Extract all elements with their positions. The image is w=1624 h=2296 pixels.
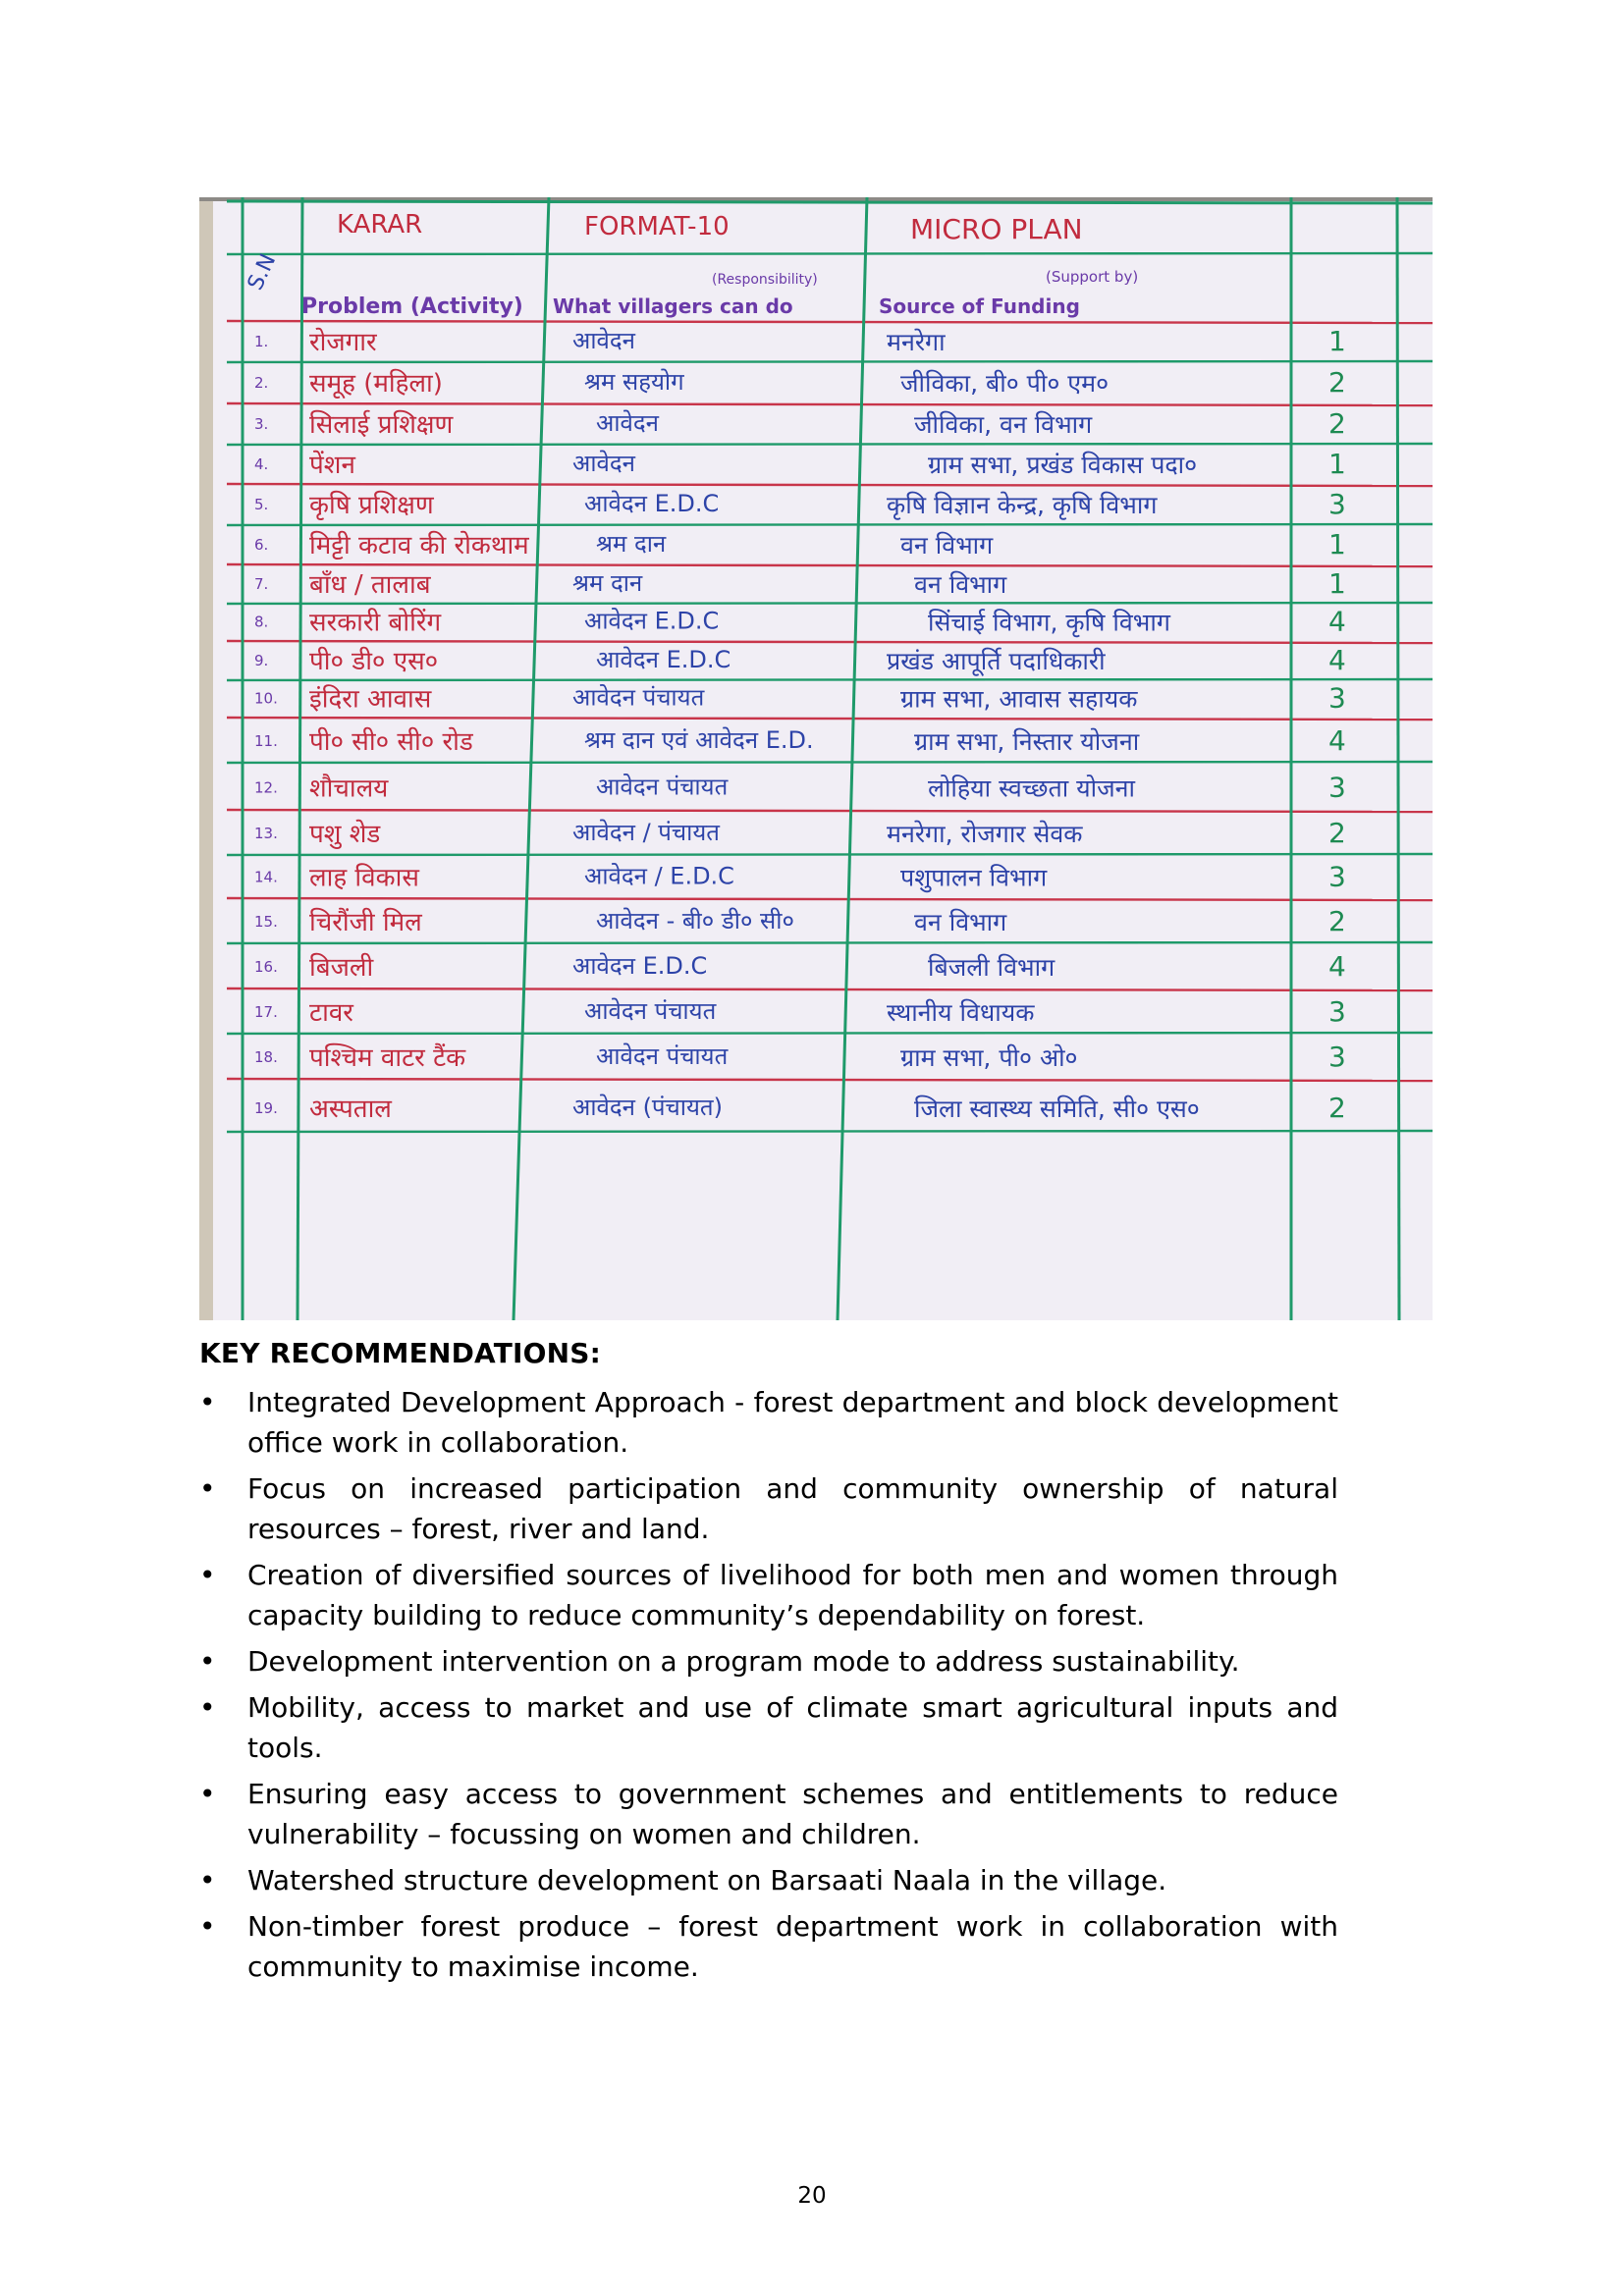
row-problem: पी० सी० सी० रोड <box>309 727 473 758</box>
row-sn: 2. <box>254 374 269 393</box>
row-priority: 4 <box>1328 950 1346 984</box>
row-problem: मिट्टी कटाव की रोकथाम <box>309 530 529 561</box>
row-villagers: आवेदन पंचायत <box>572 683 705 712</box>
row-priority: 3 <box>1328 681 1346 715</box>
row-villagers: आवेदन <box>596 409 659 438</box>
row-problem: पश्चिम वाटर टैंक <box>309 1043 466 1074</box>
row-sn: 8. <box>254 613 269 631</box>
row-source: लोहिया स्वच्छता योजना <box>928 774 1135 803</box>
row-problem: सरकारी बोरिंग <box>309 608 442 638</box>
row-problem: इंदिरा आवास <box>309 684 432 715</box>
chart-shadow <box>199 197 213 1320</box>
row-source: स्थानीय विधायक <box>887 998 1035 1028</box>
row-problem: बाँध / तालाब <box>309 569 431 600</box>
bullet: • <box>199 1691 216 1724</box>
row-problem: लाह विकास <box>309 863 419 893</box>
row-priority: 3 <box>1328 860 1346 893</box>
recommendation-item <box>199 1687 1338 1768</box>
header-format: FORMAT-10 <box>584 212 730 241</box>
subheader-responsibility: (Responsibility) <box>712 272 818 288</box>
row-sn: 14. <box>254 868 278 886</box>
header-karar: KARAR <box>337 210 423 240</box>
recommendation-item <box>199 1906 1338 1987</box>
row-source: वन विभाग <box>900 530 994 560</box>
row-sn: 12. <box>254 778 278 797</box>
recommendation-text: Non-timber forest produce – forest department work in collaboration with community to maximise income. <box>247 1910 1338 1983</box>
row-villagers: श्रम दान एवं आवेदन E.D. <box>584 726 814 755</box>
recommendation-item <box>199 1641 1338 1682</box>
row-problem: शौचालय <box>309 774 389 804</box>
row-villagers: आवेदन E.D.C <box>584 490 720 518</box>
recommendations-title: KEY RECOMMENDATIONS: <box>199 1337 602 1369</box>
row-sn: 18. <box>254 1048 278 1067</box>
row-divider <box>227 1131 1433 1132</box>
row-source: प्रखंड आपूर्ति पदाधिकारी <box>887 646 1106 675</box>
row-problem: सिलाई प्रशिक्षण <box>309 410 454 441</box>
row-priority: 1 <box>1328 566 1346 600</box>
row-villagers: आवेदन E.D.C <box>596 645 731 673</box>
bullet: • <box>199 1645 216 1678</box>
row-villagers: आवेदन / E.D.C <box>584 862 734 890</box>
row-villagers: श्रम दान <box>572 568 643 597</box>
row-problem: पी० डी० एस० <box>309 646 439 676</box>
bullet: • <box>199 1778 216 1810</box>
row-source: ग्राम सभा, पी० ओ० <box>900 1043 1078 1073</box>
row-priority: 3 <box>1328 771 1346 804</box>
row-source: वन विभाग <box>914 569 1007 599</box>
row-villagers: आवेदन E.D.C <box>584 607 720 635</box>
row-villagers: आवेदन (पंचायत) <box>572 1093 723 1121</box>
row-source: जीविका, वन विभाग <box>914 410 1093 440</box>
row-villagers: आवेदन पंचायत <box>584 997 717 1026</box>
row-sn: 3. <box>254 415 269 434</box>
row-problem: अस्पताल <box>309 1094 392 1124</box>
row-sn: 4. <box>254 454 269 473</box>
row-priority: 2 <box>1328 905 1346 938</box>
row-source: ग्राम सभा, आवास सहायक <box>900 684 1138 714</box>
row-source: ग्राम सभा, निस्तार योजना <box>914 727 1140 757</box>
bullet: • <box>199 1472 216 1505</box>
row-villagers: आवेदन <box>572 449 635 477</box>
recommendation-item <box>199 1774 1338 1854</box>
row-sn: 5. <box>254 496 269 514</box>
recommendation-text: Integrated Development Approach - forest department and block development office work in collaboration. <box>247 1386 1338 1459</box>
row-divider <box>227 524 1433 525</box>
row-priority: 3 <box>1328 995 1346 1029</box>
row-problem: पेंशन <box>309 450 355 480</box>
row-divider <box>227 679 1433 680</box>
recommendation-item <box>199 1382 1338 1463</box>
row-villagers: आवेदन <box>572 327 635 355</box>
row-source: जीविका, बी० पी० एम० <box>900 369 1110 399</box>
recommendations-list <box>199 1382 1338 1993</box>
row-source: बिजली विभाग <box>928 953 1056 983</box>
row-divider <box>227 942 1433 943</box>
chart-paper <box>199 197 1433 1320</box>
row-priority: 1 <box>1328 447 1346 480</box>
row-sn: 13. <box>254 825 278 843</box>
row-sn: 19. <box>254 1098 278 1117</box>
row-priority: 1 <box>1328 527 1346 561</box>
recommendation-text: Focus on increased participation and community ownership of natural resources – forest, river and land. <box>247 1472 1338 1545</box>
row-sn: 9. <box>254 651 269 669</box>
row-priority: 4 <box>1328 605 1346 638</box>
row-source: सिंचाई विभाग, कृषि विभाग <box>928 608 1170 637</box>
row-priority: 4 <box>1328 724 1346 758</box>
row-problem: चिरौंजी मिल <box>309 908 422 938</box>
row-villagers: आवेदन पंचायत <box>596 1042 729 1071</box>
row-divider <box>227 762 1433 763</box>
row-sn: 11. <box>254 732 278 751</box>
row-source: पशुपालन विभाग <box>900 863 1048 892</box>
row-divider <box>227 444 1433 445</box>
row-divider <box>227 361 1433 362</box>
header-micro-plan: MICRO PLAN <box>910 213 1083 245</box>
recommendation-text: Mobility, access to market and use of climate smart agricultural inputs and tools. <box>247 1691 1338 1764</box>
recommendation-text: Development intervention on a program mode to address sustainability. <box>247 1645 1240 1678</box>
row-sn: 17. <box>254 1003 278 1022</box>
row-villagers: श्रम दान <box>596 529 667 558</box>
row-problem: टावर <box>309 998 353 1029</box>
subheader-problem: Problem (Activity) <box>301 294 523 319</box>
row-source: वन विभाग <box>914 908 1007 937</box>
row-divider <box>227 603 1433 604</box>
row-sn: 7. <box>254 574 269 593</box>
row-sn: 10. <box>254 689 278 708</box>
row-problem: बिजली <box>309 953 374 984</box>
row-divider <box>227 1033 1433 1034</box>
row-problem: पशु शेड <box>309 820 381 850</box>
subheader-source: Source of Funding <box>879 294 1080 318</box>
row-divider <box>227 854 1433 855</box>
bullet: • <box>199 1386 216 1418</box>
row-villagers: श्रम सहयोग <box>584 368 684 397</box>
row-priority: 1 <box>1328 325 1346 358</box>
row-sn: 15. <box>254 913 278 932</box>
recommendation-item <box>199 1468 1338 1549</box>
row-sn: 1. <box>254 333 269 351</box>
recommendation-item <box>199 1860 1338 1900</box>
row-priority: 2 <box>1328 817 1346 850</box>
bullet: • <box>199 1910 216 1943</box>
row-priority: 2 <box>1328 366 1346 400</box>
row-priority: 3 <box>1328 488 1346 521</box>
row-sn: 6. <box>254 535 269 554</box>
row-villagers: आवेदन E.D.C <box>572 952 708 981</box>
micro-plan-photo <box>199 197 1433 1320</box>
micro-plan-chart <box>199 197 1433 1320</box>
recommendation-item <box>199 1555 1338 1635</box>
row-problem: समूह (महिला) <box>309 369 443 400</box>
row-divider <box>227 253 1433 254</box>
row-villagers: आवेदन / पंचायत <box>572 819 720 847</box>
row-source: जिला स्वास्थ्य समिति, सी० एस० <box>914 1094 1200 1123</box>
page-number: 20 <box>797 2183 827 2209</box>
column-line-right <box>1397 197 1399 1320</box>
subheader-support: (Support by) <box>1046 268 1139 286</box>
row-source: मनरेगा <box>887 328 946 357</box>
bullet: • <box>199 1559 216 1591</box>
row-villagers: आवेदन पंचायत <box>596 773 729 801</box>
row-sn: 16. <box>254 958 278 977</box>
subheader-sn: S.N <box>243 250 282 294</box>
row-villagers: आवेदन - बी० डी० सी० <box>596 907 794 935</box>
subheader-villagers: What villagers can do <box>553 294 793 318</box>
recommendation-text: Watershed structure development on Barsaati Naala in the village. <box>247 1864 1167 1896</box>
row-source: ग्राम सभा, प्रखंड विकास पदा० <box>928 450 1198 479</box>
row-source: कृषि विज्ञान केन्द्र, कृषि विभाग <box>887 491 1158 520</box>
recommendation-text: Creation of diversified sources of livelihood for both men and women through capacity building to reduce community’s dependability on forest. <box>247 1559 1338 1631</box>
row-problem: कृषि प्रशिक्षण <box>309 491 434 521</box>
recommendation-text: Ensuring easy access to government schemes and entitlements to reduce vulnerability – focussing on women and children. <box>247 1778 1338 1850</box>
row-priority: 2 <box>1328 407 1346 441</box>
bullet: • <box>199 1864 216 1896</box>
row-priority: 2 <box>1328 1091 1346 1124</box>
row-priority: 3 <box>1328 1041 1346 1074</box>
chart-top-border <box>227 201 1433 203</box>
row-problem: रोजगार <box>309 328 377 358</box>
row-source: मनरेगा, रोजगार सेवक <box>887 820 1083 849</box>
row-priority: 4 <box>1328 643 1346 676</box>
